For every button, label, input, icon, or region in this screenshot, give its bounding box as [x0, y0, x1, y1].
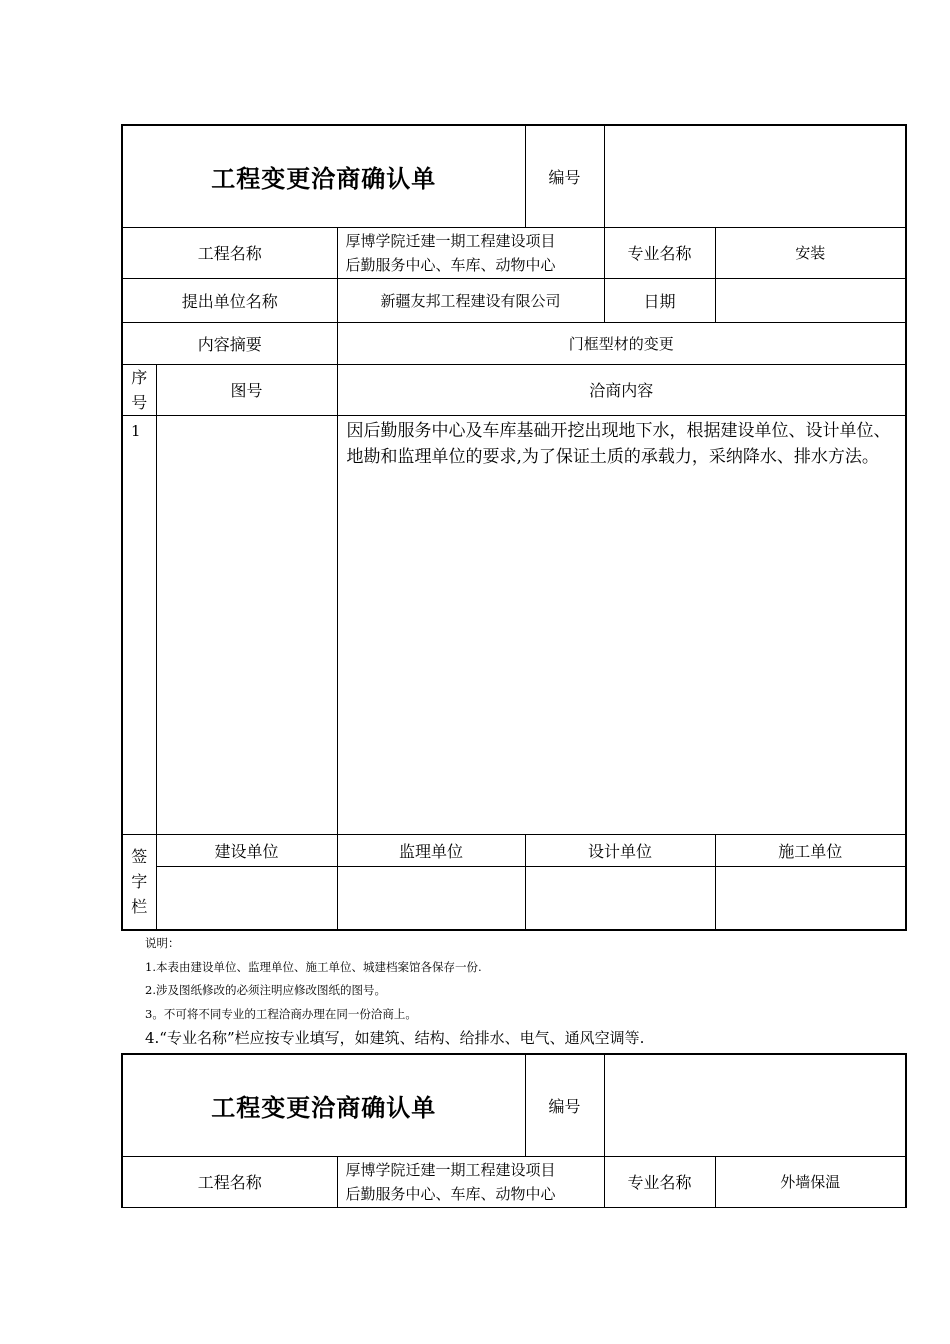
signature-label-2: 字 — [131, 872, 148, 892]
notes-heading: 说明： — [145, 936, 180, 950]
specialty-label: 专业名称 — [604, 1156, 715, 1207]
row-number: 1 — [122, 415, 156, 834]
sign-party-supervisor: 监理单位 — [337, 834, 525, 866]
sign-party-designer: 设计单位 — [525, 834, 715, 866]
drawing-no-header: 图号 — [156, 364, 337, 415]
notes-item-1: 1.本表由建设单位、监理单位、施工单位、城建档案馆各保存一份. — [145, 959, 482, 974]
form-notes — [145, 932, 905, 1048]
signature-box-supervisor — [337, 866, 525, 930]
date-label: 日期 — [604, 278, 715, 322]
signature-box-designer — [525, 866, 715, 930]
sign-party-contractor: 施工单位 — [715, 834, 906, 866]
project-name-line-1: 厚博学院迁建一期工程建设项目 — [345, 1160, 556, 1179]
project-name-line-2: 后勤服务中心、车库、动物中心 — [345, 1184, 556, 1203]
submitter-value: 新疆友邦工程建设有限公司 — [337, 278, 604, 322]
signature-box-contractor — [715, 866, 906, 930]
project-name-label: 工程名称 — [122, 227, 337, 278]
negotiation-content-header: 洽商内容 — [337, 364, 906, 415]
form-title: 工程变更洽商确认单 — [122, 1054, 525, 1156]
seq-label-2: 号 — [131, 392, 148, 412]
project-name-value — [337, 227, 604, 278]
project-name-value — [337, 1156, 604, 1207]
project-name-line-1: 厚博学院迁建一期工程建设项目 — [345, 231, 556, 250]
seq-header — [122, 364, 156, 415]
signature-label-1: 签 — [131, 847, 148, 867]
project-name-label: 工程名称 — [122, 1156, 337, 1207]
sign-party-construction-owner: 建设单位 — [156, 834, 337, 866]
notes-item-3: 3。不可将不同专业的工程洽商办理在同一份洽商上。 — [145, 1006, 417, 1021]
summary-value: 门框型材的变更 — [337, 322, 906, 364]
signature-label — [122, 834, 156, 930]
code-label: 编号 — [525, 1054, 604, 1156]
code-value — [604, 125, 906, 227]
negotiation-content: 因后勤服务中心及车库基础开挖出现地下水，根据建设单位、设计单位、地勘和监理单位的要求,为了保证土质的承载力，采纳降水、排水方法。 — [337, 415, 906, 834]
signature-label-3: 栏 — [131, 897, 148, 917]
seq-label-1: 序 — [131, 367, 148, 387]
specialty-label: 专业名称 — [604, 227, 715, 278]
form-title: 工程变更洽商确认单 — [122, 125, 525, 227]
change-negotiation-form-1 — [121, 124, 907, 931]
notes-item-2: 2.涉及图纸修改的必须注明应修改图纸的图号。 — [145, 983, 386, 997]
code-label: 编号 — [525, 125, 604, 227]
notes-item-4: 4.“专业名称”栏应按专业填写，如建筑、结构、给排水、电气、通风空调等. — [145, 1029, 645, 1047]
code-value — [604, 1054, 906, 1156]
specialty-value: 外墙保温 — [715, 1156, 906, 1207]
date-value — [715, 278, 906, 322]
signature-box-construction-owner — [156, 866, 337, 930]
change-negotiation-form-2 — [121, 1053, 907, 1208]
project-name-line-2: 后勤服务中心、车库、动物中心 — [345, 255, 556, 274]
specialty-value: 安装 — [715, 227, 906, 278]
drawing-no-value — [156, 415, 337, 834]
summary-label: 内容摘要 — [122, 322, 337, 364]
submitter-label: 提出单位名称 — [122, 278, 337, 322]
